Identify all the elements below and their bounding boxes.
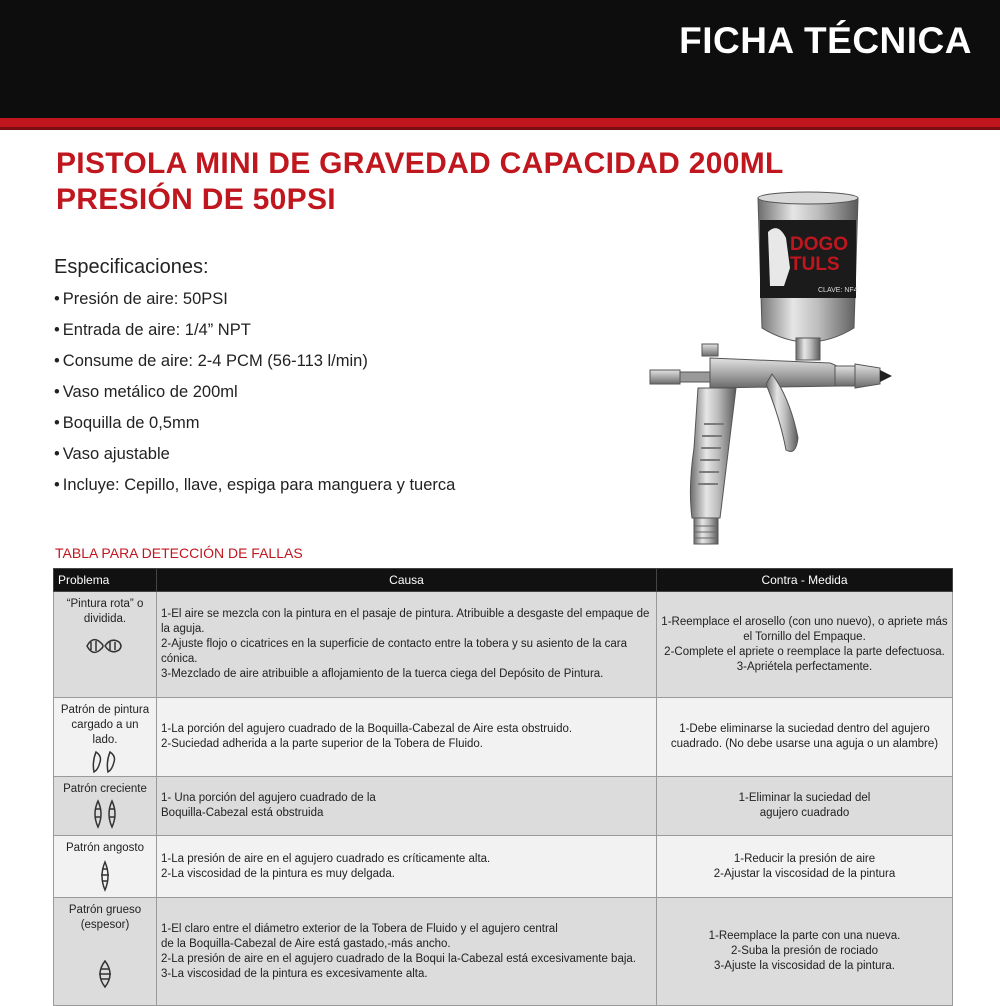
measure-line: 2-Ajustar la viscosidad de la pintura (713, 867, 896, 880)
problem-text: Patrón grueso (espesor) (68, 904, 142, 931)
cause-line: 1- Una porción del agujero cuadrado de la Boquilla-Cabezal está obstruida (161, 792, 376, 819)
cause-line: 3-Mezclado de aire atribuible a aflojamiento de la tuerca ciega del Depósito de Pintura. (161, 668, 604, 680)
measure-line: 1-Reemplace la parte con una nueva. (708, 930, 901, 942)
header-problem: Problema (54, 569, 157, 592)
measure-line: 2-Suba la presión de rociado (730, 945, 879, 957)
measure-line: 1-Eliminar la suciedad del agujero cuadrado (738, 792, 871, 819)
cause-line: 1-La porción del agujero cuadrado de la Boquilla-Cabezal de Aire esta obstruido. (161, 723, 573, 735)
cause-line: 2-La viscosidad de la pintura es muy delgada. (161, 867, 395, 880)
spray-gun-image (640, 188, 900, 558)
cause-line: 1-El claro entre el diámetro exterior de la Tobera de Fluido y el agujero central de la Boquilla-Cabezal de Aire está gastado,-más ancho. (161, 922, 558, 950)
svg-text:DOGO: DOGO (790, 234, 849, 255)
table-row (54, 592, 953, 698)
spec-item: • Vaso metálico de 200ml (54, 379, 455, 410)
table-row (54, 698, 953, 777)
spec-item: • Incluye: Cepillo, llave, espiga para manguera y tuerca (54, 472, 455, 503)
header-red-stripe (0, 118, 1000, 127)
cause-line: 2-La presión de aire en el agujero cuadrado de la Boqui la-Cabezal está excesivamente baja. (161, 952, 636, 965)
cause-line: 2-Suciedad adherida a la parte superior de la Tobera de Fluido. (161, 738, 483, 750)
faults-table-title: TABLA PARA DETECCIÓN DE FALLAS (55, 545, 303, 561)
page-title: FICHA TÉCNICA (679, 20, 972, 61)
problem-text: Patrón creciente (63, 783, 147, 795)
spec-item: • Consume de aire: 2-4 PCM (56-113 l/min) (54, 348, 455, 379)
cause-cell (157, 592, 657, 698)
one-side-loaded-pattern-icon (90, 750, 120, 774)
header-measure: Contra - Medida (657, 569, 953, 592)
spec-list (54, 286, 455, 503)
thick-pattern-icon (95, 959, 115, 989)
cause-line: 1-El aire se mezcla con la pintura en el pasaje de pintura. Atribuible a desgaste del empaque de la aguja. (161, 608, 650, 635)
measure-cell (657, 592, 953, 698)
measure-line: 2-Complete el apriete o reemplace la parte defectuosa. (664, 645, 945, 658)
spec-item: • Presión de aire: 50PSI (54, 286, 455, 317)
product-title-line2: PRESIÓN DE 50PSI (56, 183, 336, 216)
spec-item: • Boquilla de 0,5mm (54, 410, 455, 441)
problem-cell (54, 836, 157, 898)
measure-cell (657, 898, 953, 1006)
problem-cell (54, 592, 157, 698)
svg-text:TULS: TULS (790, 254, 840, 275)
measure-line: 1-Debe eliminarse la suciedad dentro del agujero cuadrado. (No debe usarse una aguja o un alambre) (670, 723, 939, 750)
split-spray-pattern-icon (83, 633, 127, 659)
measure-line: 3-Ajuste la viscosidad de la pintura. (714, 960, 895, 972)
problem-cell (54, 777, 157, 836)
cause-line: 2-Ajuste flojo o cicatrices en la superficie de contacto entre la tobera y su asiento de la cara cónica. (161, 638, 628, 665)
measure-cell (657, 777, 953, 836)
cause-cell (157, 698, 657, 777)
cause-cell (157, 777, 657, 836)
cause-line: 3-La viscosidad de la pintura es excesivamente alta. (161, 967, 428, 980)
cause-line: 1-La presión de aire en el agujero cuadrado es críticamente alta. (161, 852, 491, 865)
problem-cell (54, 698, 157, 777)
measure-line: 1-Reemplace el arosello (con uno nuevo), o apriete más el Tornillo del Empaque. (661, 615, 948, 643)
header-dark-red-stripe (0, 127, 1000, 130)
cause-cell (157, 836, 657, 898)
table-row (54, 898, 953, 1006)
product-title-line1: PISTOLA MINI DE GRAVEDAD CAPACIDAD 200ML (56, 147, 784, 180)
table-row (54, 777, 953, 836)
measure-line: 3-Apriétela perfectamente. (736, 660, 873, 673)
problem-text: Patrón angosto (65, 842, 144, 854)
faults-table (53, 568, 953, 1006)
problem-cell (54, 898, 157, 1006)
table-row (54, 836, 953, 898)
cause-cell (157, 898, 657, 1006)
measure-line: 1-Reducir la presión de aire (733, 852, 876, 865)
cup-code-label: CLAVE: NF4 (818, 287, 858, 294)
specs-heading: Especificaciones: (54, 256, 209, 278)
measure-cell (657, 836, 953, 898)
measure-cell (657, 698, 953, 777)
table-header-row (54, 569, 953, 592)
spec-item: • Entrada de aire: 1/4” NPT (54, 317, 455, 348)
problem-text: “Pintura rota” o dividida. (66, 598, 144, 625)
crescent-pattern-icon (90, 799, 120, 829)
problem-text: Patrón de pintura cargado a un lado. (60, 704, 150, 746)
header-cause: Causa (157, 569, 657, 592)
narrow-pattern-icon (95, 860, 115, 892)
spec-item: • Vaso ajustable (54, 441, 455, 472)
